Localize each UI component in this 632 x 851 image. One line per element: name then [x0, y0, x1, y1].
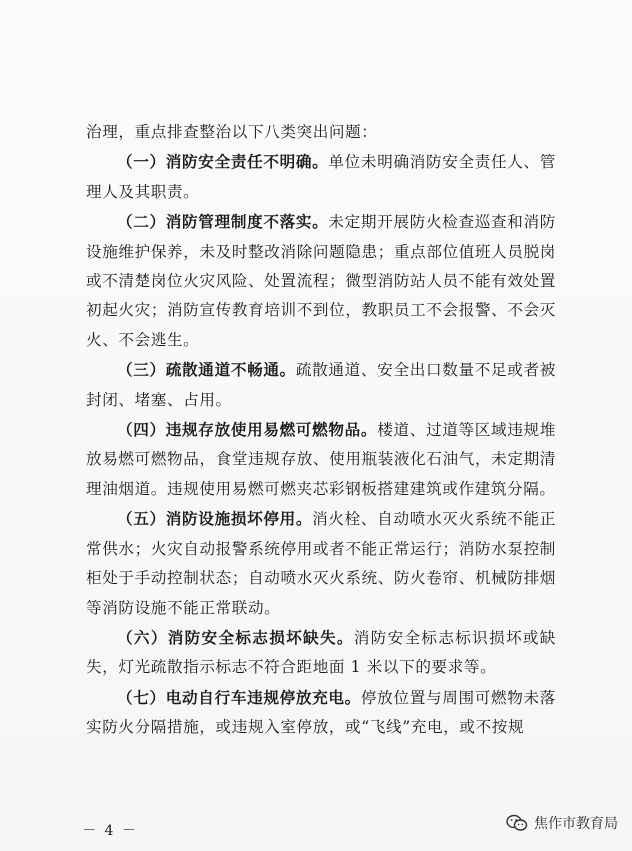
- document-body: [86, 118, 556, 743]
- item-body: 楼道、过道等区域违规堆放易燃可燃物品，食堂违规存放、使用瓶装液化石油气，未定期清理油烟道。违规使用易燃可燃夹芯彩钢板搭建建筑或作建筑分隔。: [86, 421, 556, 498]
- item-body: 单位未明确消防安全责任人、管理人及其职责。: [86, 153, 556, 201]
- item-paragraph: [86, 683, 556, 743]
- item-heading: （二）消防管理制度不落实。: [117, 212, 329, 232]
- watermark-text: 焦作市教育局: [534, 816, 618, 832]
- item-paragraph: [86, 623, 556, 683]
- wechat-icon: [506, 814, 528, 832]
- item-paragraph: [86, 504, 556, 623]
- intro-paragraph: 治理，重点排查整治以下八类突出问题：: [86, 123, 378, 141]
- item-body: 消火栓、自动喷水灭火系统不能正常供水；火灾自动报警系统停用或者不能正常运行；消防水泵控制柜处于手动控制状态；自动喷水灭火系统、防火卷帘、机械防排烟等消防设施不能正常联动。: [86, 510, 556, 617]
- item-heading: （三）疏散通道不畅通。: [117, 360, 296, 380]
- item-heading: （五）消防设施损坏停用。: [117, 509, 313, 529]
- item-paragraph: [86, 415, 556, 504]
- item-body: 未定期开展防火检查巡查和消防设施维护保养，未及时整改消除问题隐患；重点部位值班人员脱岗或不清楚岗位火灾风险、处置流程；微型消防站人员不能有效处置初起火灾；消防宣传教育培训不到位，教职员工不会报警、不会灭火、不会逃生。: [86, 213, 556, 349]
- item-heading: （七）电动自行车违规停放充电。: [117, 687, 361, 707]
- item-heading: （一）消防安全责任不明确。: [117, 152, 329, 172]
- item-body: 疏散通道、安全出口数量不足或者被封闭、堵塞、占用。: [86, 361, 556, 409]
- page-number: － 4 －: [82, 823, 138, 839]
- item-heading: （六）消防安全标志损坏缺失。: [117, 627, 354, 647]
- item-paragraph: [86, 355, 556, 415]
- item-body: 停放位置与周围可燃物未落实防火分隔措施，或违规入室停放，或“飞线”充电，或不按规: [86, 688, 556, 737]
- watermark: [506, 813, 618, 833]
- item-paragraph: [86, 147, 556, 207]
- item-body: 消防安全标志标识损坏或缺失，灯光疏散指示标志不符合距地面 1 米以下的要求等。: [86, 628, 557, 677]
- item-paragraph: [86, 207, 556, 355]
- item-heading: （四）违规存放使用易燃可燃物品。: [117, 420, 378, 440]
